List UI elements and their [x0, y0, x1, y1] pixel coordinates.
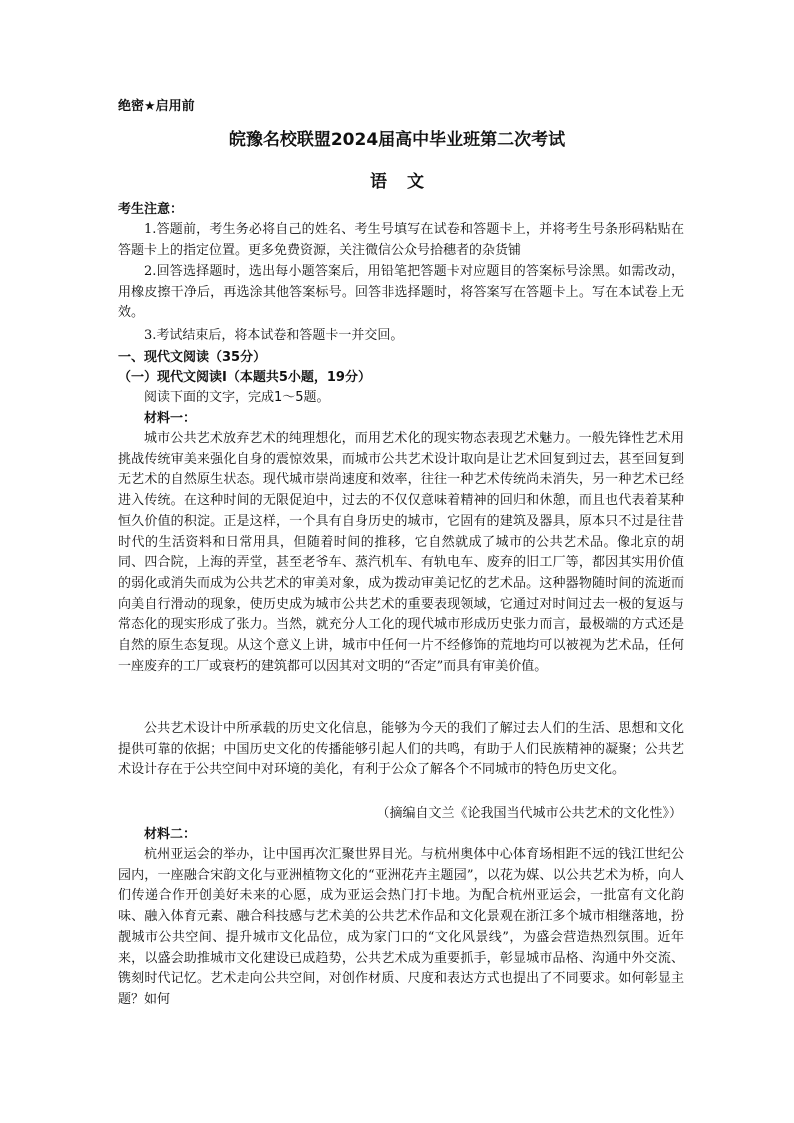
notice-item-1: 1.答题前，考生务必将自己的姓名、考生号填写在试卷和答题卡上，并将考生号条形码粘贴在答题卡上的指定位置。更多免费资源，关注微信公众号拾穗者的杂货铺	[118, 222, 684, 258]
material-1-paragraph-1: 城市公共艺术放弃艺术的纯理想化，而用艺术化的现实物态表现艺术魅力。一般先锋性艺术用挑战传统审美来强化自身的震惊效果，而城市公共艺术设计取向是让艺术回复到过去，甚至回复到无艺术的自然原生状态。现代城市崇尚速度和效率，往往一种艺术传统尚未消失，另一种艺术已经进入传统。在这种时间的无限促迫中，过去的不仅仅意味着精神的回归和休憩，而且也代表着某种恒久价值的积淀。正是这样，一个具有自身历史的城市，它固有的建筑及器具，原本只不过是往昔时代的生活资料和日常用具，但随着时间的推移，它自然就成了城市的公共艺术品。像北京的胡同、四合院，上海的弄堂，甚至老爷车、蒸汽机车、有轨电车、废弃的旧工厂等，都因其实用价值的弱化或消失而成为公共艺术的审美对象，成为拨动审美记忆的艺术品。这种器物随时间的流逝而向美自行滑动的现象，使历史成为城市公共艺术的重要表现领域，它通过对时间过去一极的复返与常态化的现实形成了张力。当然，就充分人工化的现代城市形成历史张力而言，最极端的方式还是自然的原生态复现。从这个意义上讲，城市中任何一片不经修饰的荒地均可以被视为艺术品，任何一座废弃的工厂或衰朽的建筑都可以因其对文明的“否定”而具有审美价值。	[118, 431, 684, 674]
notice-heading: 考生注意：	[118, 202, 184, 217]
reading-instruction: 阅读下面的文字，完成1～5题。	[144, 390, 330, 405]
material-2-paragraph-1: 杭州亚运会的举办，让中国再次汇聚世界目光。与杭州奥体中心体育场相距不远的钱江世纪公园内，一座融合宋韵文化与亚洲植物文化的“亚洲花卉主题园”，以花为媒、以公共艺术为桥，向人们传递合作开创美好未来的心愿，成为亚运会热门打卡地。为配合杭州亚运会，一批富有文化韵味、融入体育元素、融合科技感与艺术美的公共艺术作品和文化景观在浙江多个城市相继落地，扮靓城市公共空间、提升城市文化品位，成为家门口的“文化风景线”，为盛会营造热烈氛围。近年来，以盛会助推城市文化建设已成趋势，公共艺术成为重要抓手，彰显城市品格、沟通中外交流、镌刻时代记忆。艺术走向公共空间，对创作材质、尺度和表达方式也提出了不同要求。如何彰显主题？如何	[118, 847, 684, 1007]
subsection-heading: （一）现代文阅读Ⅰ（本题共5小题，19分）	[118, 370, 371, 385]
material-1-source: （摘编自文兰《论我国当代城市公共艺术的文化性》）	[376, 806, 682, 821]
material-1-paragraph-2: 公共艺术设计中所承载的历史文化信息，能够为今天的我们了解过去人们的生活、思想和文化提供可靠的依据；中国历史文化的传播能够引起人们的共鸣，有助于人们民族精神的凝聚；公共艺术设计存在于公共空间中对环境的美化，有利于公众了解各个不同城市的特色历史文化。	[118, 721, 684, 778]
notice-item-2: 2.回答选择题时，选出每小题答案后，用铅笔把答题卡对应题目的答案标号涂黑。如需改动，用橡皮擦干净后，再选涂其他答案标号。回答非选择题时，将答案写在答题卡上。写在本试卷上无效。	[118, 264, 684, 321]
material-1-label: 材料一：	[144, 411, 197, 426]
subject-title: 语文	[370, 172, 444, 192]
material-2-label: 材料二：	[144, 827, 197, 842]
section-heading: 一、现代文阅读（35分）	[118, 350, 267, 365]
secret-mark: 绝密★启用前	[118, 99, 195, 114]
exam-title: 皖豫名校联盟2024届高中毕业班第二次考试	[228, 130, 566, 150]
notice-item-3: 3.考试结束后，将本试卷和答题卡一并交回。	[144, 328, 404, 343]
